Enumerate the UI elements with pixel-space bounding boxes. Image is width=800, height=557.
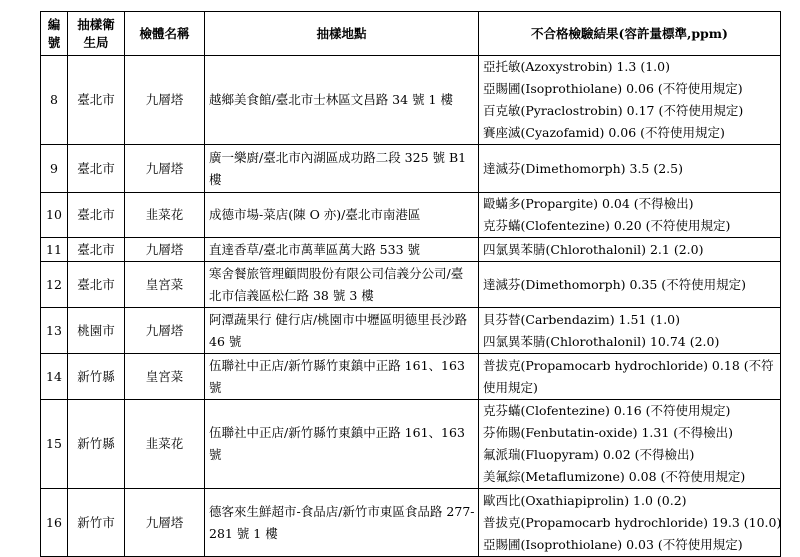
row-location xyxy=(205,489,479,557)
result-line: 達滅芬(Dimethomorph) 0.35 (不符使用規定) xyxy=(483,276,747,292)
result-line: 芬佈賜(Fenbutatin-oxide) 1.31 (不得檢出) xyxy=(483,425,734,440)
inspection-results-table xyxy=(40,11,781,557)
row-number: 15 xyxy=(41,400,68,489)
row-sample-name: 九層塔 xyxy=(125,308,205,354)
row-bureau: 臺北市 xyxy=(68,193,125,238)
result-line: 四氯異苯腈(Chlorothalonil) 2.1 (2.0) xyxy=(483,241,704,257)
result-line: 氟派瑞(Fluopyram) 0.02 (不得檢出) xyxy=(483,447,695,462)
row-number: 14 xyxy=(41,354,68,400)
result-line: 亞賜圃(Isoprothiolane) 0.03 (不符使用規定) xyxy=(483,536,743,552)
row-number: 12 xyxy=(41,262,68,308)
table-row xyxy=(41,238,781,262)
row-sample-name: 九層塔 xyxy=(125,56,205,145)
row-sample-name: 皇宮菜 xyxy=(125,262,205,308)
table-row xyxy=(41,262,781,308)
location-text: 阿潭蔬果行 健行店/桃園市中壢區明德里長沙路 46 號 xyxy=(209,311,468,349)
row-number: 10 xyxy=(41,193,68,238)
row-bureau: 新竹市 xyxy=(68,489,125,557)
table-row xyxy=(41,145,781,193)
row-location xyxy=(205,308,479,354)
row-results xyxy=(479,489,781,557)
location-text: 成德市場-菜店(陳 O 亦)/臺北市南港區 xyxy=(209,207,421,222)
location-text: 德客來生鮮超市-食品店/新竹市東區食品路 277-281 號 1 樓 xyxy=(209,503,475,541)
row-bureau: 新竹縣 xyxy=(68,400,125,489)
header-sample-name: 檢體名稱 xyxy=(125,12,205,56)
result-line: 達滅芬(Dimethomorph) 3.5 (2.5) xyxy=(483,160,683,176)
row-location xyxy=(205,400,479,489)
result-line: 美氟綜(Metaflumizone) 0.08 (不符使用規定) xyxy=(483,469,746,484)
table-row xyxy=(41,354,781,400)
row-location xyxy=(205,238,479,262)
result-line: 普拔克(Propamocarb hydrochloride) 0.18 (不符使用規定) xyxy=(483,357,774,395)
result-line: 毆蟎多(Propargite) 0.04 (不得檢出) xyxy=(483,196,694,211)
location-text: 伍聯社中正店/新竹縣竹東鎮中正路 161、163 號 xyxy=(209,425,465,462)
row-bureau: 桃園市 xyxy=(68,308,125,354)
header-location: 抽樣地點 xyxy=(205,12,479,56)
table-row xyxy=(41,193,781,238)
table-header-row xyxy=(41,12,781,56)
table-row xyxy=(41,489,781,557)
row-number: 11 xyxy=(41,238,68,262)
result-line: 克芬蟎(Clofentezine) 0.16 (不符使用規定) xyxy=(483,403,731,418)
row-location xyxy=(205,56,479,145)
row-results xyxy=(479,238,781,262)
result-line: 貝芬替(Carbendazim) 1.51 (1.0) xyxy=(483,311,680,327)
result-line: 克芬蟎(Clofentezine) 0.20 (不符使用規定) xyxy=(483,218,731,233)
header-number: 編號 xyxy=(41,12,68,56)
row-results xyxy=(479,308,781,354)
table-row xyxy=(41,400,781,489)
row-location xyxy=(205,193,479,238)
location-text: 廣一樂廚/臺北市內湖區成功路二段 325 號 B1 樓 xyxy=(209,149,467,187)
row-number: 16 xyxy=(41,489,68,557)
row-bureau: 新竹縣 xyxy=(68,354,125,400)
row-results xyxy=(479,262,781,308)
result-line: 歐西比(Oxathiapiprolin) 1.0 (0.2) xyxy=(483,492,687,508)
row-sample-name: 九層塔 xyxy=(125,238,205,262)
row-sample-name: 韭菜花 xyxy=(125,400,205,489)
row-location xyxy=(205,262,479,308)
row-results xyxy=(479,193,781,238)
row-bureau: 臺北市 xyxy=(68,262,125,308)
row-number: 13 xyxy=(41,308,68,354)
row-bureau: 臺北市 xyxy=(68,56,125,145)
row-location xyxy=(205,354,479,400)
header-bureau: 抽樣衛生局 xyxy=(68,12,125,56)
location-text: 寒舍餐旅管理顧問股份有限公司信義分公司/臺北市信義區松仁路 38 號 3 樓 xyxy=(209,265,464,303)
row-results xyxy=(479,145,781,193)
row-number: 9 xyxy=(41,145,68,193)
table-row xyxy=(41,56,781,145)
result-line: 亞托敏(Azoxystrobin) 1.3 (1.0) xyxy=(483,59,670,74)
header-results: 不合格檢驗結果(容許量標準,ppm) xyxy=(479,12,781,56)
result-line: 亞賜圃(Isoprothiolane) 0.06 (不符使用規定) xyxy=(483,81,743,96)
result-line: 四氯異苯腈(Chlorothalonil) 10.74 (2.0) xyxy=(483,333,720,349)
row-results xyxy=(479,56,781,145)
result-line: 普拔克(Propamocarb hydrochloride) 19.3 (10.0) xyxy=(483,514,782,530)
row-sample-name: 九層塔 xyxy=(125,145,205,193)
location-text: 直達香草/臺北市萬華區萬大路 533 號 xyxy=(209,241,421,257)
row-sample-name: 皇宮菜 xyxy=(125,354,205,400)
table-row xyxy=(41,308,781,354)
location-text: 越鄉美食館/臺北市士林區文昌路 34 號 1 樓 xyxy=(209,92,453,107)
result-line: 賽座滅(Cyazofamid) 0.06 (不符使用規定) xyxy=(483,125,725,140)
row-sample-name: 韭菜花 xyxy=(125,193,205,238)
row-results xyxy=(479,354,781,400)
row-results xyxy=(479,400,781,489)
result-line: 百克敏(Pyraclostrobin) 0.17 (不符使用規定) xyxy=(483,103,744,118)
row-number: 8 xyxy=(41,56,68,145)
row-location xyxy=(205,145,479,193)
row-bureau: 臺北市 xyxy=(68,238,125,262)
location-text: 伍聯社中正店/新竹縣竹東鎮中正路 161、163 號 xyxy=(209,357,465,395)
row-sample-name: 九層塔 xyxy=(125,489,205,557)
row-bureau: 臺北市 xyxy=(68,145,125,193)
